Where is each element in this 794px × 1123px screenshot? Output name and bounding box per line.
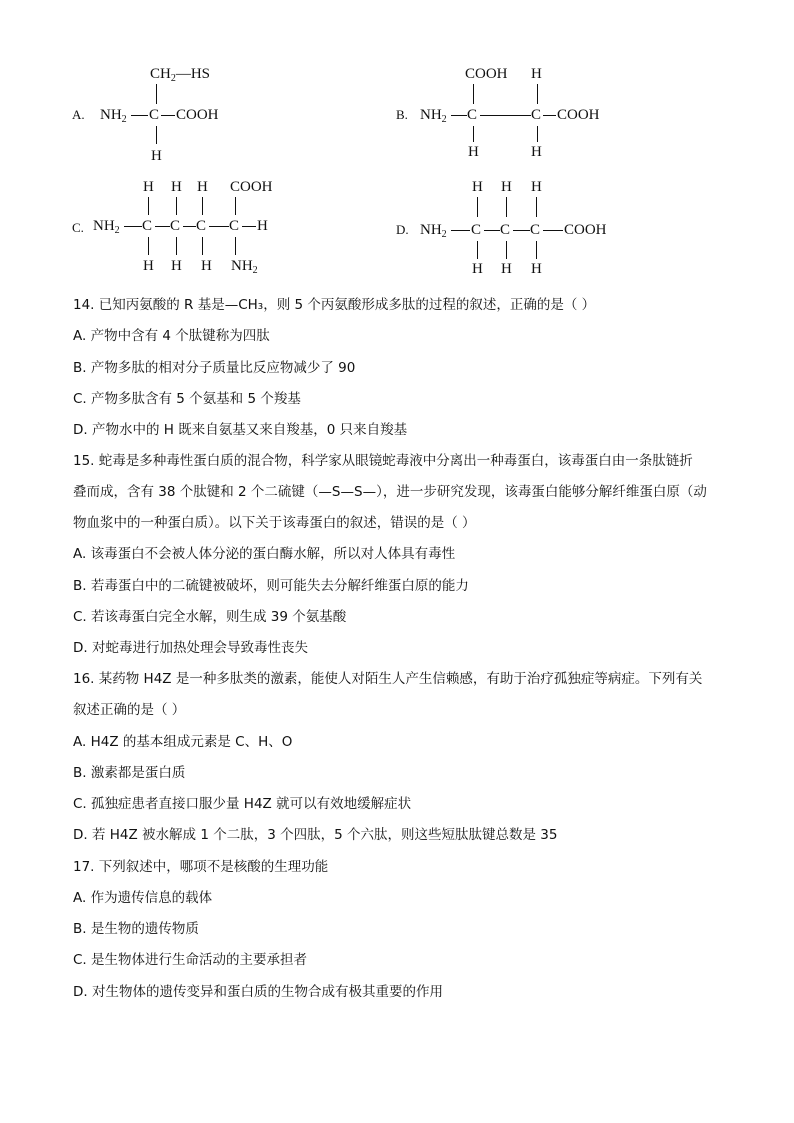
option-a[interactable]: A. 作为遗传信息的载体 [73,890,213,906]
bond [156,84,157,104]
option-c-label: C. [72,220,84,235]
bond [235,237,236,255]
hydrogen: H [257,218,268,234]
carboxyl-group: COOH [465,66,508,82]
option-a[interactable]: A. 该毒蛋白不会被人体分泌的蛋白酶水解，所以对人体具有毒性 [73,546,456,562]
hydrogen: H [468,144,479,160]
hydrogen: H [531,144,542,160]
bond [513,230,530,231]
option-d[interactable]: D. 若 H4Z 被水解成 1 个二肽，3 个四肽，5 个六肽，则这些短肽肽键总数是 35 [73,827,558,843]
hydrogen: H [197,179,208,195]
amino-group: $NH_2$ [100,107,127,125]
bond [506,241,507,259]
bond [202,237,203,255]
alpha-carbon: C [149,107,160,123]
option-d[interactable]: D. 对蛇毒进行加热处理会导致毒性丧失 [73,640,308,656]
hydrogen: H [151,148,162,164]
question-stem: 叙述正确的是（ ） [73,702,186,718]
hydrogen: H [143,258,154,274]
bond [148,197,149,215]
bond [451,115,467,116]
option-c[interactable]: C. 是生物体进行生命活动的主要承担者 [73,952,308,968]
option-a[interactable]: A. H4Z 的基本组成元素是 C、H、O [73,734,293,750]
option-d-label: D. [396,222,409,237]
hydrogen: H [501,261,512,277]
carbon: C [531,107,542,123]
option-b[interactable]: B. 产物多肽的相对分子质量比反应物减少了 90 [73,360,356,376]
bond [242,226,256,227]
bond [536,241,537,259]
hydrogen: H [531,179,542,195]
bond [484,230,500,231]
amino-group: $NH_2$ [231,258,258,276]
carboxyl-group: COOH [557,107,600,123]
option-a[interactable]: A. 产物中含有 4 个肽键称为四肽 [73,328,270,344]
option-c[interactable]: C. 产物多肽含有 5 个氨基和 5 个羧基 [73,391,301,407]
bond [477,241,478,259]
carboxyl-group: COOH [176,107,219,123]
question-stem: 14. 已知丙氨酸的 R 基是—CH₃，则 5 个丙氨酸形成多肽的过程的叙述，正确的是（ ） [73,297,596,313]
bond [176,237,177,255]
bond [148,237,149,255]
carboxyl-group: COOH [230,179,273,195]
question-stem: 15. 蛇毒是多种毒性蛋白质的混合物，科学家从眼镜蛇毒液中分离出一种毒蛋白，该毒蛋白由一条肽链折 [73,453,693,469]
bond [176,197,177,215]
option-a-label: A. [72,107,85,122]
bond [155,226,170,227]
option-b[interactable]: B. 是生物的遗传物质 [73,921,199,937]
carbon: C [229,218,240,234]
bond [209,226,229,227]
carbon: C [500,222,511,238]
hydrogen: H [531,261,542,277]
hydrogen: H [201,258,212,274]
option-b-label: B. [396,107,408,122]
amino-group: $NH_2$ [420,107,447,125]
carbon: C [170,218,181,234]
option-d[interactable]: D. 对生物体的遗传变异和蛋白质的生物合成有极其重要的作用 [73,984,443,1000]
option-c[interactable]: C. 若该毒蛋白完全水解，则生成 39 个氨基酸 [73,609,347,625]
amino-group: $NH_2$ [420,222,447,240]
hydrogen: H [472,179,483,195]
bond [183,226,196,227]
hydrogen: H [501,179,512,195]
bond [473,84,474,104]
side-chain: $CH_2—HS$ [150,66,211,84]
question-stem: 叠而成，含有 38 个肽键和 2 个二硫键（—S—S—），进一步研究发现，该毒蛋白能够分解纤维蛋白原（动 [73,484,707,500]
bond [161,115,175,116]
option-b[interactable]: B. 激素都是蛋白质 [73,765,186,781]
hydrogen: H [531,66,542,82]
carbon: C [467,107,478,123]
carbon: C [196,218,207,234]
bond [451,230,470,231]
carbon: C [471,222,482,238]
hydrogen: H [171,179,182,195]
question-stem: 16. 某药物 H4Z 是一种多肽类的激素，能使人对陌生人产生信赖感，有助于治疗孤独症等病症。下列有关 [73,671,703,687]
question-stem: 物血浆中的一种蛋白质）。以下关于该毒蛋白的叙述，错误的是（ ） [73,515,476,531]
carbon: C [530,222,541,238]
bond [202,197,203,215]
option-c[interactable]: C. 孤独症患者直接口服少量 H4Z 就可以有效地缓解症状 [73,796,412,812]
hydrogen: H [472,261,483,277]
bond [537,84,538,104]
bond [124,226,142,227]
bond [473,126,474,142]
bond [543,115,556,116]
carbon: C [142,218,153,234]
option-b[interactable]: B. 若毒蛋白中的二硫键被破坏，则可能失去分解纤维蛋白原的能力 [73,578,469,594]
carboxyl-group: COOH [564,222,607,238]
amino-group: $NH_2$ [93,218,120,236]
bond [536,197,537,217]
bond [543,230,563,231]
bond [131,115,148,116]
bond [235,197,236,215]
bond [480,115,531,116]
option-d[interactable]: D. 产物水中的 H 既来自氨基又来自羧基，0 只来自羧基 [73,422,408,438]
bond [506,197,507,217]
question-stem: 17. 下列叙述中，哪项不是核酸的生理功能 [73,859,329,875]
bond [477,197,478,217]
hydrogen: H [171,258,182,274]
bond [537,126,538,142]
hydrogen: H [143,179,154,195]
bond [156,126,157,144]
